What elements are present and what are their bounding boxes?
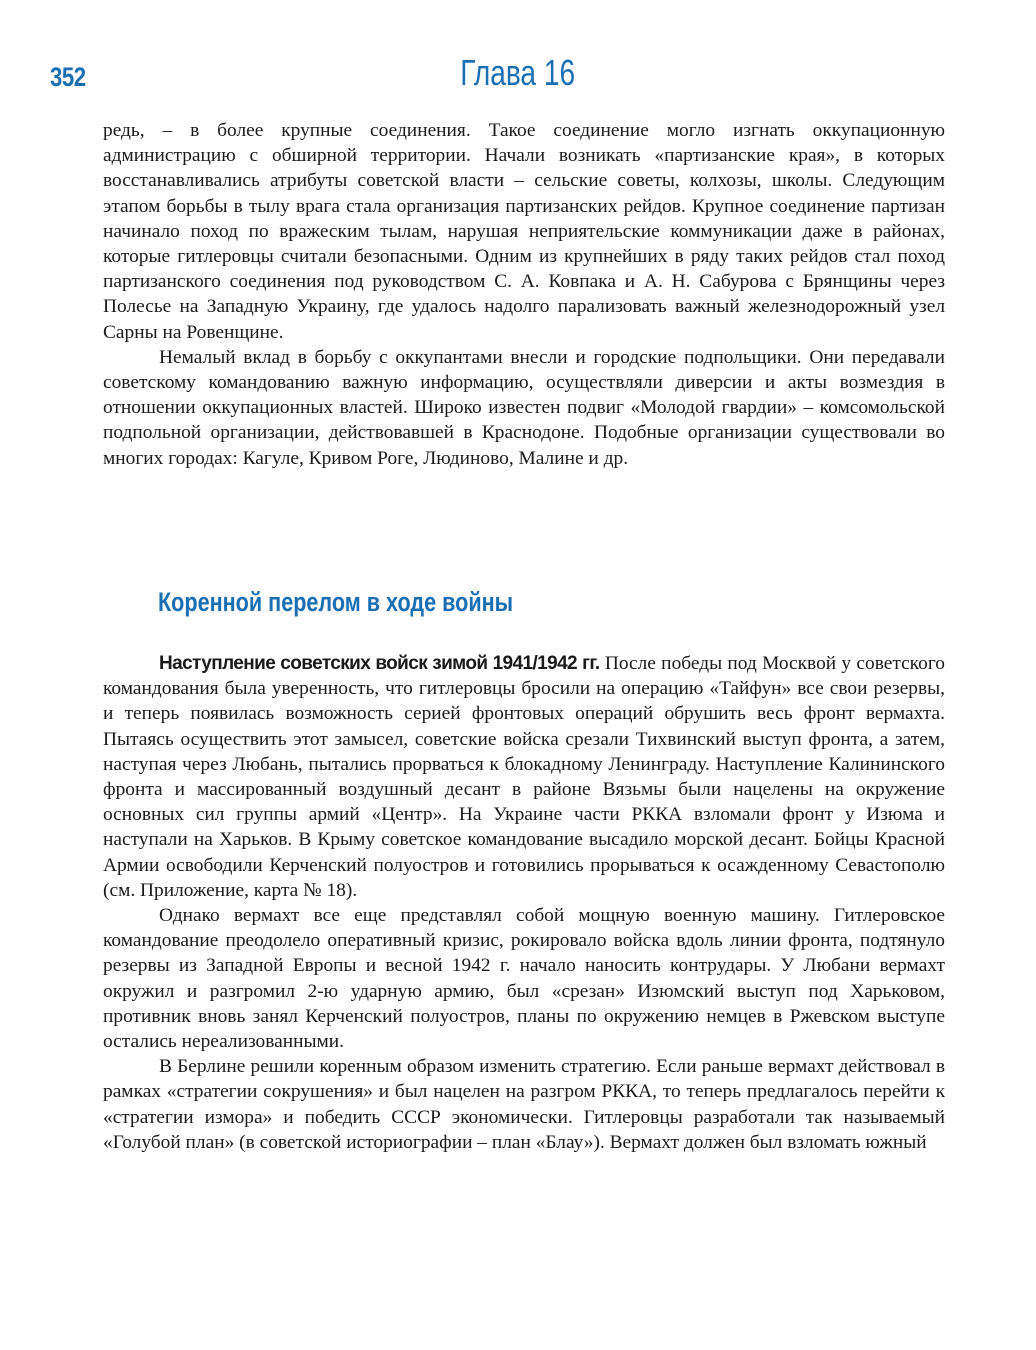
paragraph: Немалый вклад в борьбу с оккупантами внесли и городские подпольщики. Они передавали советскому командованию важную информацию, осуществляли диверсии и акты возмездия в отношении оккупационных властей. Широко известен подвиг «Молодой гвардии» – комсомольской подпольной организации, действовавшей в Краснодоне. Подобные организации существовали во многих городах: Кагуле, Кривом Роге, Людиново, Малине и др. — [103, 346, 945, 469]
continued-text-block — [103, 118, 945, 471]
paragraph — [103, 651, 945, 903]
chapter-title-text: Глава 16 — [460, 52, 576, 93]
paragraph: Однако вермахт все еще представлял собой мощную военную машину. Гитлеровское командование преодолело оперативный кризис, рокировало войска вдоль линии фронта, подтянуло резервы из Западной Европы и весной 1942 г. начало наносить контрудары. У Любани вермахт окружил и разгромил 2-ю ударную армию, был «срезан» Изюмский выступ под Харьковом, противник вновь занял Керченский полуостров, планы по окружению немцев в Ржевском выступе остались нереализованными. — [103, 905, 945, 1053]
paragraph: В Берлине решили коренным образом изменить стратегию. Если раньше вермахт действовал в рамках «стратегии сокрушения» и был нацелен на разгром РККА, то теперь предлагалось перейти к «стратегии измора» и победить СССР экономически. Гитлеровцы разработали так называемый «Голубой план» (в советской историографии – план «Блау»). Вермахт должен был взломать южный — [103, 1056, 945, 1153]
run-in-heading: Наступление советских войск зимой 1941/1942 гг. — [159, 653, 600, 674]
chapter-title — [0, 52, 1036, 94]
section-heading: Коренной перелом в ходе войны — [158, 587, 514, 617]
paragraph-text: После победы под Москвой у советского командования была уверенность, что гитлеровцы бросили на операцию «Тайфун» все свои резервы, и теперь появилась возможность серией фронтовых операций обрушить весь фронт вермахта. Пытаясь осуществить этот замысел, советские войска срезали Тихвинский выступ фронта, а затем, наступая через Любань, пытались прорваться к блокадному Ленинграду. Наступление Калининского фронта и массированный воздушный десант в районе Вязьмы были нацелены на окружение основных сил группы армий «Центр». На Украине части РККА взломали фронт у Изюма и наступали на Харьков. В Крыму советское командование высадило морской десант. Бойцы Красной Армии освободили Керченский полуостров и готовились прорываться к осажденному Севастополю (см. Приложение, карта № 18). — [103, 653, 945, 901]
paragraph: редь, – в более крупные соединения. Такое соединение могло изгнать оккупационную администрацию с обширной территории. Начали возникать «партизанские края», в которых восстанавливались атрибуты советской власти – сельские советы, колхозы, школы. Следующим этапом борьбы в тылу врага стала организация партизанских рейдов. Крупное соединение партизан начинало поход по вражеским тылам, нарушая неприятельские коммуникации даже в районах, которые гитлеровцы считали безопасными. Одним из крупнейших в ряду таких рейдов стал поход партизанского соединения под руководством С. А. Ковпака и А. Н. Сабурова с Брянщины через Полесье на Западную Украину, где удалось надолго парализовать важный железнодорожный узел Сарны на Ровенщине. — [103, 120, 945, 343]
page-number: 352 — [50, 62, 86, 92]
section-text-block — [103, 651, 945, 1155]
